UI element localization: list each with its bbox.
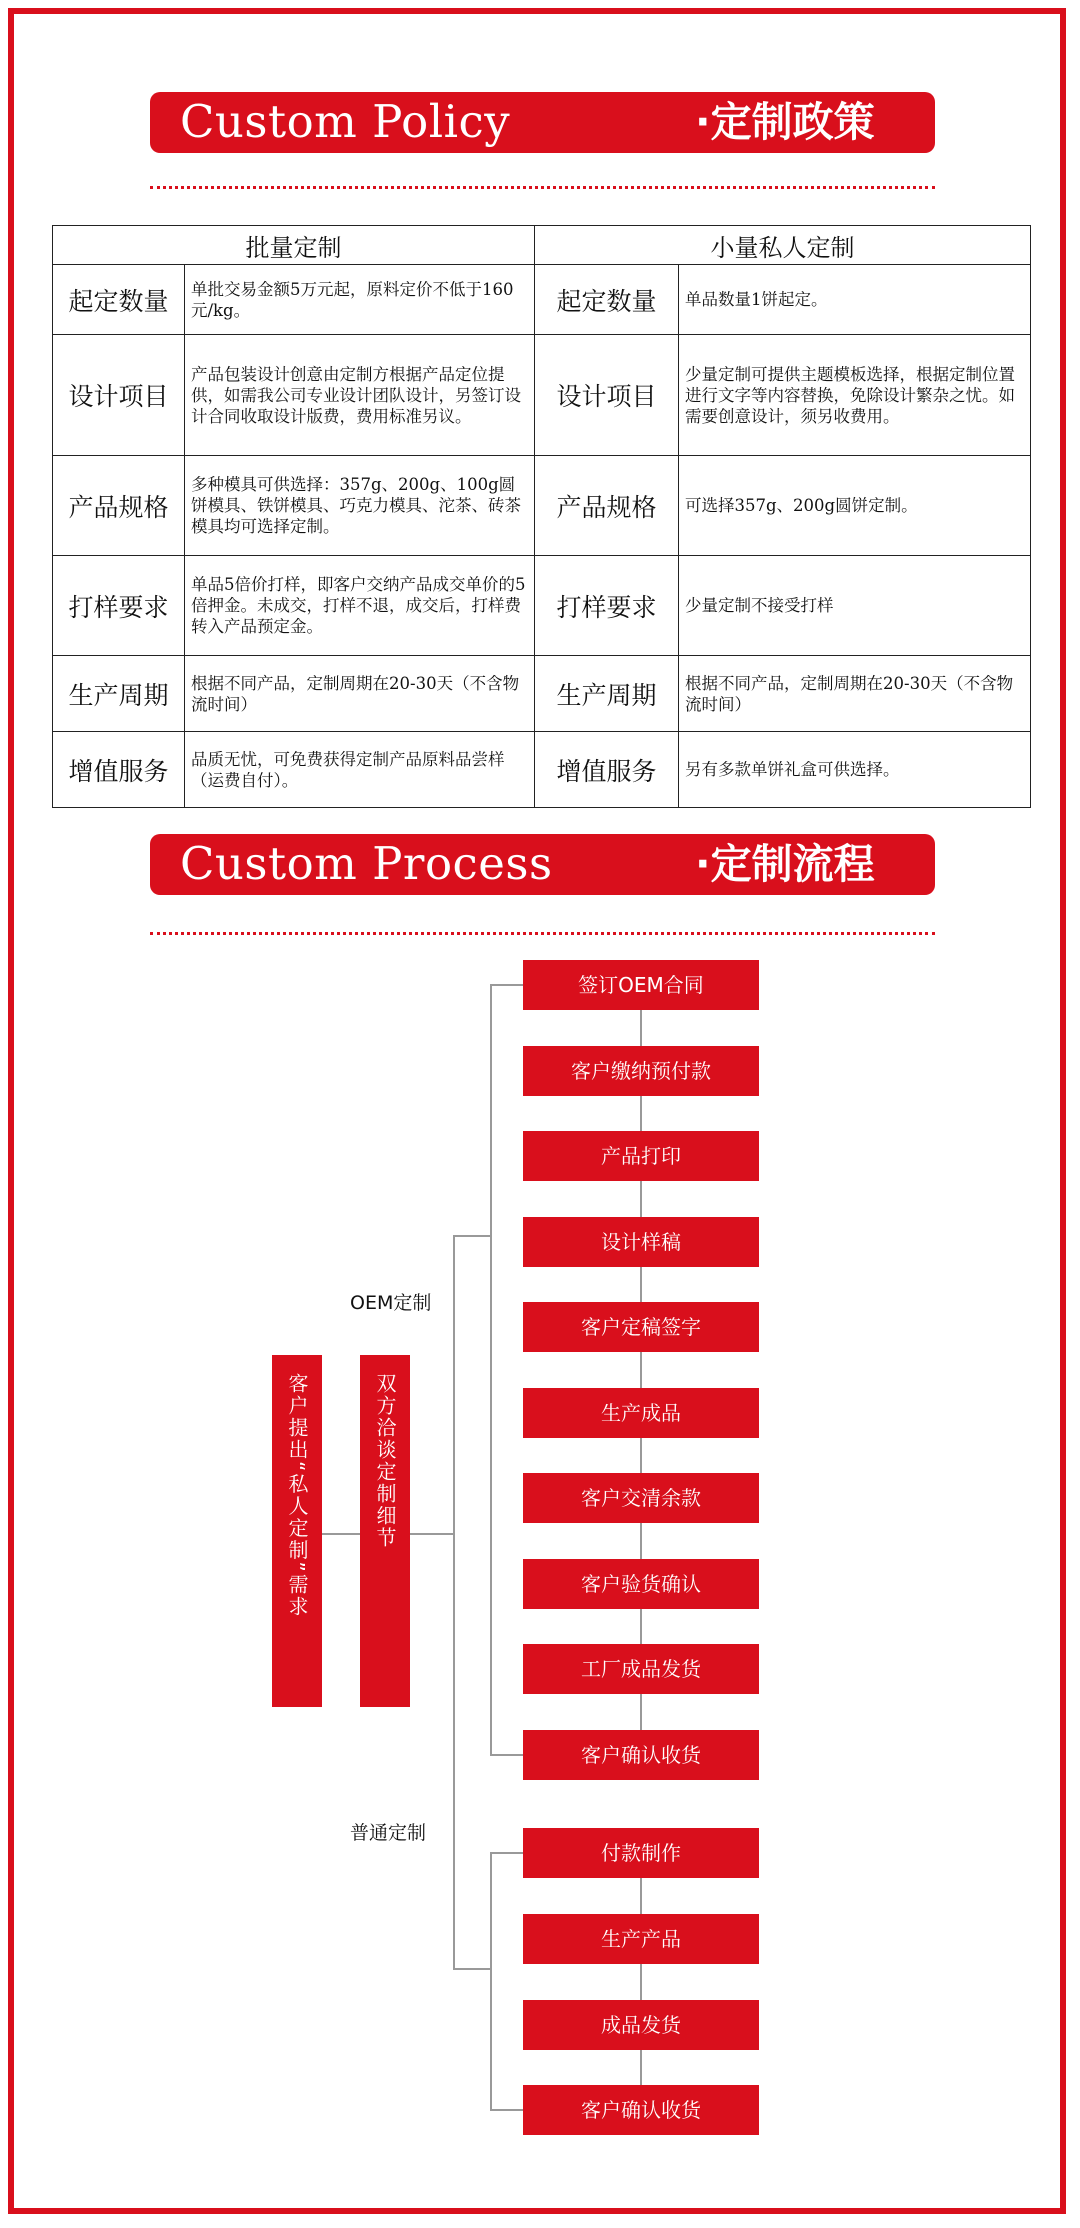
connector-main-trunk <box>410 1533 454 1535</box>
table-row <box>53 556 1031 656</box>
row-text: 产品包装设计创意由定制方根据产品定位提供，如需我公司专业设计团队设计，另签订设计合同收取设计版费，费用标准另议。 <box>185 335 535 456</box>
connector-branch-vertical <box>453 1235 455 1970</box>
connector-oem-step-axis <box>640 985 642 1755</box>
process-banner <box>150 834 935 895</box>
row-label: 起定数量 <box>535 265 679 335</box>
policy-table <box>52 225 1031 808</box>
oem-step: 客户验货确认 <box>523 1559 759 1609</box>
table-row <box>53 656 1031 732</box>
connector-normal-spine <box>490 1853 492 2110</box>
oem-step: 产品打印 <box>523 1131 759 1181</box>
process-title-cn: ·定制流程 <box>695 840 875 888</box>
row-text: 可选择357g、200g圆饼定制。 <box>679 456 1031 556</box>
oem-step: 客户确认收货 <box>523 1730 759 1780</box>
process-title-en: Custom Process <box>180 837 553 890</box>
header-batch: 批量定制 <box>53 226 535 265</box>
header-small: 小量私人定制 <box>535 226 1031 265</box>
row-text: 另有多款单饼礼盒可供选择。 <box>679 732 1031 808</box>
oem-step: 工厂成品发货 <box>523 1644 759 1694</box>
row-label: 打样要求 <box>535 556 679 656</box>
oem-step: 客户定稿签字 <box>523 1302 759 1352</box>
table-row <box>53 456 1031 556</box>
row-text: 单品数量1饼起定。 <box>679 265 1031 335</box>
row-text: 根据不同产品，定制周期在20-30天（不含物流时间） <box>679 656 1031 732</box>
oem-step: 设计样稿 <box>523 1217 759 1267</box>
connector-normal-first <box>490 1852 523 1854</box>
row-text: 少量定制不接受打样 <box>679 556 1031 656</box>
oem-step: 签订OEM合同 <box>523 960 759 1010</box>
normal-step: 生产产品 <box>523 1914 759 1964</box>
policy-divider <box>150 186 935 189</box>
row-label: 产品规格 <box>535 456 679 556</box>
row-label: 起定数量 <box>53 265 185 335</box>
normal-step: 付款制作 <box>523 1828 759 1878</box>
process-divider <box>150 932 935 935</box>
table-header-row <box>53 226 1031 265</box>
row-label: 产品规格 <box>53 456 185 556</box>
table-row <box>53 335 1031 456</box>
connector-start-negotiate <box>322 1533 362 1535</box>
flow-negotiate-box: 双方洽谈定制细节 <box>360 1355 410 1707</box>
row-text: 少量定制可提供主题模板选择，根据定制位置进行文字等内容替换，免除设计繁杂之忧。如需要创意设计，须另收费用。 <box>679 335 1031 456</box>
policy-title-en: Custom Policy <box>180 95 511 148</box>
row-text: 单批交易金额5万元起，原料定价不低于160元/kg。 <box>185 265 535 335</box>
row-text: 根据不同产品，定制周期在20-30天（不含物流时间） <box>185 656 535 732</box>
connector-normal-last <box>490 2109 523 2111</box>
oem-step: 生产成品 <box>523 1388 759 1438</box>
connector-normal-bottom <box>453 1968 491 1970</box>
normal-step: 客户确认收货 <box>523 2085 759 2135</box>
policy-banner <box>150 92 935 153</box>
table-row <box>53 265 1031 335</box>
row-text: 单品5倍价打样，即客户交纳产品成交单价的5倍押金。未成交，打样不退，成交后，打样费转入产品预定金。 <box>185 556 535 656</box>
connector-oem-top <box>453 1235 491 1237</box>
row-text: 品质无忧，可免费获得定制产品原料品尝样（运费自付）。 <box>185 732 535 808</box>
row-label: 生产周期 <box>53 656 185 732</box>
row-label: 生产周期 <box>535 656 679 732</box>
row-text: 多种模具可供选择：357g、200g、100g圆饼模具、铁饼模具、巧克力模具、沱茶、砖茶模具均可选择定制。 <box>185 456 535 556</box>
normal-step: 成品发货 <box>523 2000 759 2050</box>
connector-oem-spine <box>490 985 492 1755</box>
table-row <box>53 732 1031 808</box>
branch-label-normal: 普通定制 <box>350 1822 427 1844</box>
policy-title-cn: ·定制政策 <box>695 98 875 146</box>
oem-step: 客户缴纳预付款 <box>523 1046 759 1096</box>
branch-label-oem: OEM定制 <box>350 1292 432 1314</box>
flow-start-box: 客户提出“私人定制”需求 <box>272 1355 322 1707</box>
row-label: 设计项目 <box>535 335 679 456</box>
row-label: 打样要求 <box>53 556 185 656</box>
row-label: 增值服务 <box>53 732 185 808</box>
connector-oem-last <box>490 1754 523 1756</box>
row-label: 增值服务 <box>535 732 679 808</box>
connector-normal-step-axis <box>640 1853 642 2110</box>
connector-oem-first <box>490 984 523 986</box>
oem-step: 客户交清余款 <box>523 1473 759 1523</box>
row-label: 设计项目 <box>53 335 185 456</box>
